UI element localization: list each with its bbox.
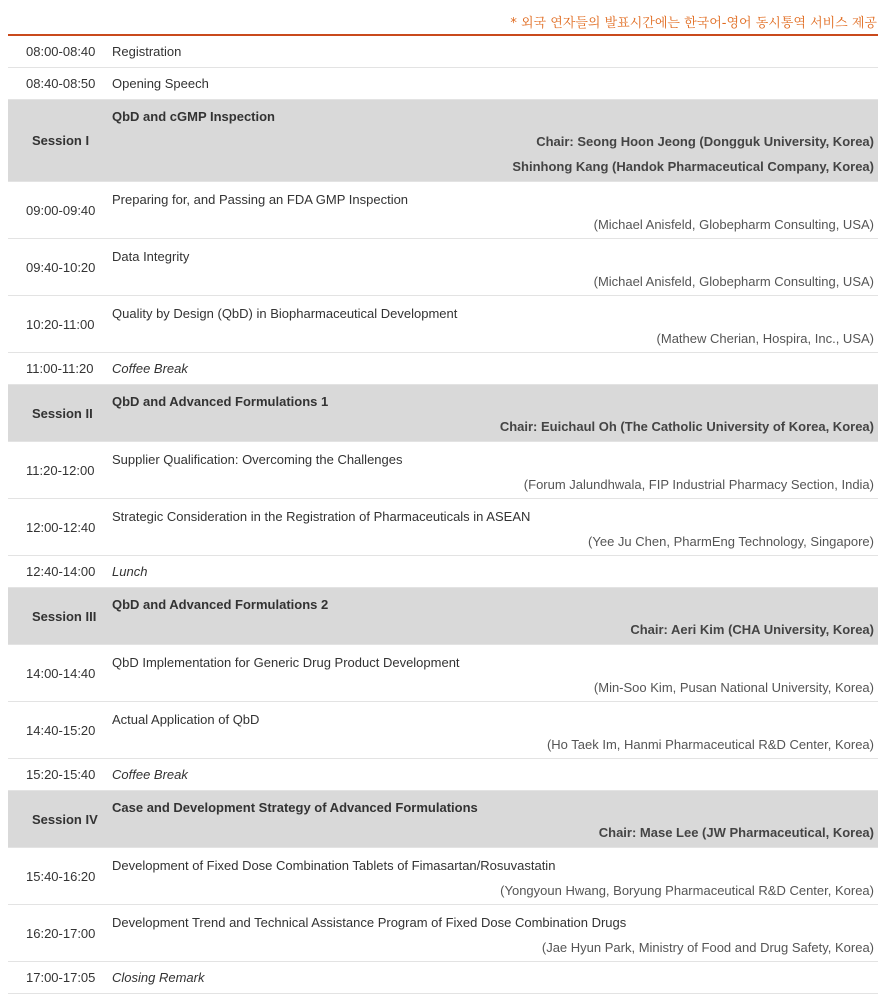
session-chair: Shinhong Kang (Handok Pharmaceutical Company, Korea) xyxy=(512,159,874,174)
schedule-row xyxy=(8,962,878,994)
item-title: Registration xyxy=(112,44,182,59)
schedule-row xyxy=(8,353,878,385)
schedule-row xyxy=(8,759,878,791)
break-title: Coffee Break xyxy=(112,767,188,782)
speaker: (Mathew Cherian, Hospira, Inc., USA) xyxy=(656,331,874,346)
time-cell: 10:20-11:00 xyxy=(26,316,95,332)
session-label: Session III xyxy=(32,608,97,624)
time-cell: 11:00-11:20 xyxy=(26,361,94,376)
session-chair: Chair: Aeri Kim (CHA University, Korea) xyxy=(630,622,874,637)
talk-title: Supplier Qualification: Overcoming the Challenges xyxy=(112,452,403,467)
program-schedule-table xyxy=(8,34,878,994)
time-cell: 08:40-08:50 xyxy=(26,76,96,91)
session-title: QbD and Advanced Formulations 1 xyxy=(112,394,329,409)
item-title: Opening Speech xyxy=(112,76,209,91)
break-title: Coffee Break xyxy=(112,361,188,376)
session-header-row xyxy=(8,100,878,182)
schedule-row xyxy=(8,499,878,556)
time-cell: 16:20-17:00 xyxy=(26,925,96,941)
schedule-row xyxy=(8,442,878,499)
schedule-row xyxy=(8,182,878,239)
session-header-row xyxy=(8,588,878,645)
time-cell: 08:00-08:40 xyxy=(26,44,96,59)
speaker: (Michael Anisfeld, Globepharm Consulting, USA) xyxy=(593,274,874,289)
time-cell: 09:40-10:20 xyxy=(26,259,96,275)
schedule-row xyxy=(8,36,878,68)
talk-title: Data Integrity xyxy=(112,249,190,264)
schedule-row xyxy=(8,848,878,905)
talk-title: QbD Implementation for Generic Drug Product Development xyxy=(112,655,460,670)
session-title: Case and Development Strategy of Advanced Formulations xyxy=(112,800,478,815)
speaker: (Forum Jalundhwala, FIP Industrial Pharmacy Section, India) xyxy=(523,477,874,492)
schedule-row xyxy=(8,239,878,296)
session-title: QbD and Advanced Formulations 2 xyxy=(112,597,329,612)
speaker: (Michael Anisfeld, Globepharm Consulting, USA) xyxy=(593,217,874,232)
time-cell: 15:40-16:20 xyxy=(26,868,96,884)
talk-title: Development of Fixed Dose Combination Tablets of Fimasartan/Rosuvastatin xyxy=(112,858,556,873)
session-label: Session I xyxy=(32,133,90,148)
session-title: QbD and cGMP Inspection xyxy=(112,109,276,124)
talk-title: Preparing for, and Passing an FDA GMP Inspection xyxy=(112,192,409,207)
schedule-row xyxy=(8,905,878,962)
talk-title: Development Trend and Technical Assistance Program of Fixed Dose Combination Drugs xyxy=(112,915,627,930)
time-cell: 12:00-12:40 xyxy=(26,519,96,535)
speaker: (Yee Ju Chen, PharmEng Technology, Singapore) xyxy=(588,534,874,549)
speaker: (Ho Taek Im, Hanmi Pharmaceutical R&D Center, Korea) xyxy=(546,737,874,752)
schedule-row xyxy=(8,702,878,759)
time-cell: 15:20-15:40 xyxy=(26,767,96,782)
session-chair: Chair: Mase Lee (JW Pharmaceutical, Korea) xyxy=(598,825,874,840)
talk-title: Actual Application of QbD xyxy=(112,712,260,727)
session-label: Session IV xyxy=(32,811,98,827)
talk-title: Quality by Design (QbD) in Biopharmaceutical Development xyxy=(112,306,458,321)
talk-title: Strategic Consideration in the Registration of Pharmaceuticals in ASEAN xyxy=(112,509,531,524)
time-cell: 12:40-14:00 xyxy=(26,564,96,579)
speaker: (Min-Soo Kim, Pusan National University, Korea) xyxy=(593,680,874,695)
session-chair: Chair: Seong Hoon Jeong (Dongguk University, Korea) xyxy=(536,134,874,149)
speaker: (Yongyoun Hwang, Boryung Pharmaceutical R&D Center, Korea) xyxy=(500,883,874,898)
session-chair: Chair: Euichaul Oh (The Catholic University of Korea, Korea) xyxy=(499,419,874,434)
schedule-row xyxy=(8,645,878,702)
session-label: Session II xyxy=(32,405,93,421)
break-title: Lunch xyxy=(112,564,148,579)
time-cell: 14:40-15:20 xyxy=(26,722,96,738)
closing-title: Closing Remark xyxy=(112,970,205,985)
time-cell: 11:20-12:00 xyxy=(26,462,95,478)
time-cell: 17:00-17:05 xyxy=(26,970,96,985)
schedule-row xyxy=(8,296,878,353)
interpretation-notice: * 외국 연자들의 발표시간에는 한국어-영어 동시통역 서비스 제공 xyxy=(510,16,877,31)
schedule-row xyxy=(8,556,878,588)
session-header-row xyxy=(8,385,878,442)
schedule-row xyxy=(8,68,878,100)
time-cell: 14:00-14:40 xyxy=(26,665,96,681)
speaker: (Jae Hyun Park, Ministry of Food and Drug Safety, Korea) xyxy=(541,940,874,955)
session-header-row xyxy=(8,791,878,848)
time-cell: 09:00-09:40 xyxy=(26,202,96,218)
